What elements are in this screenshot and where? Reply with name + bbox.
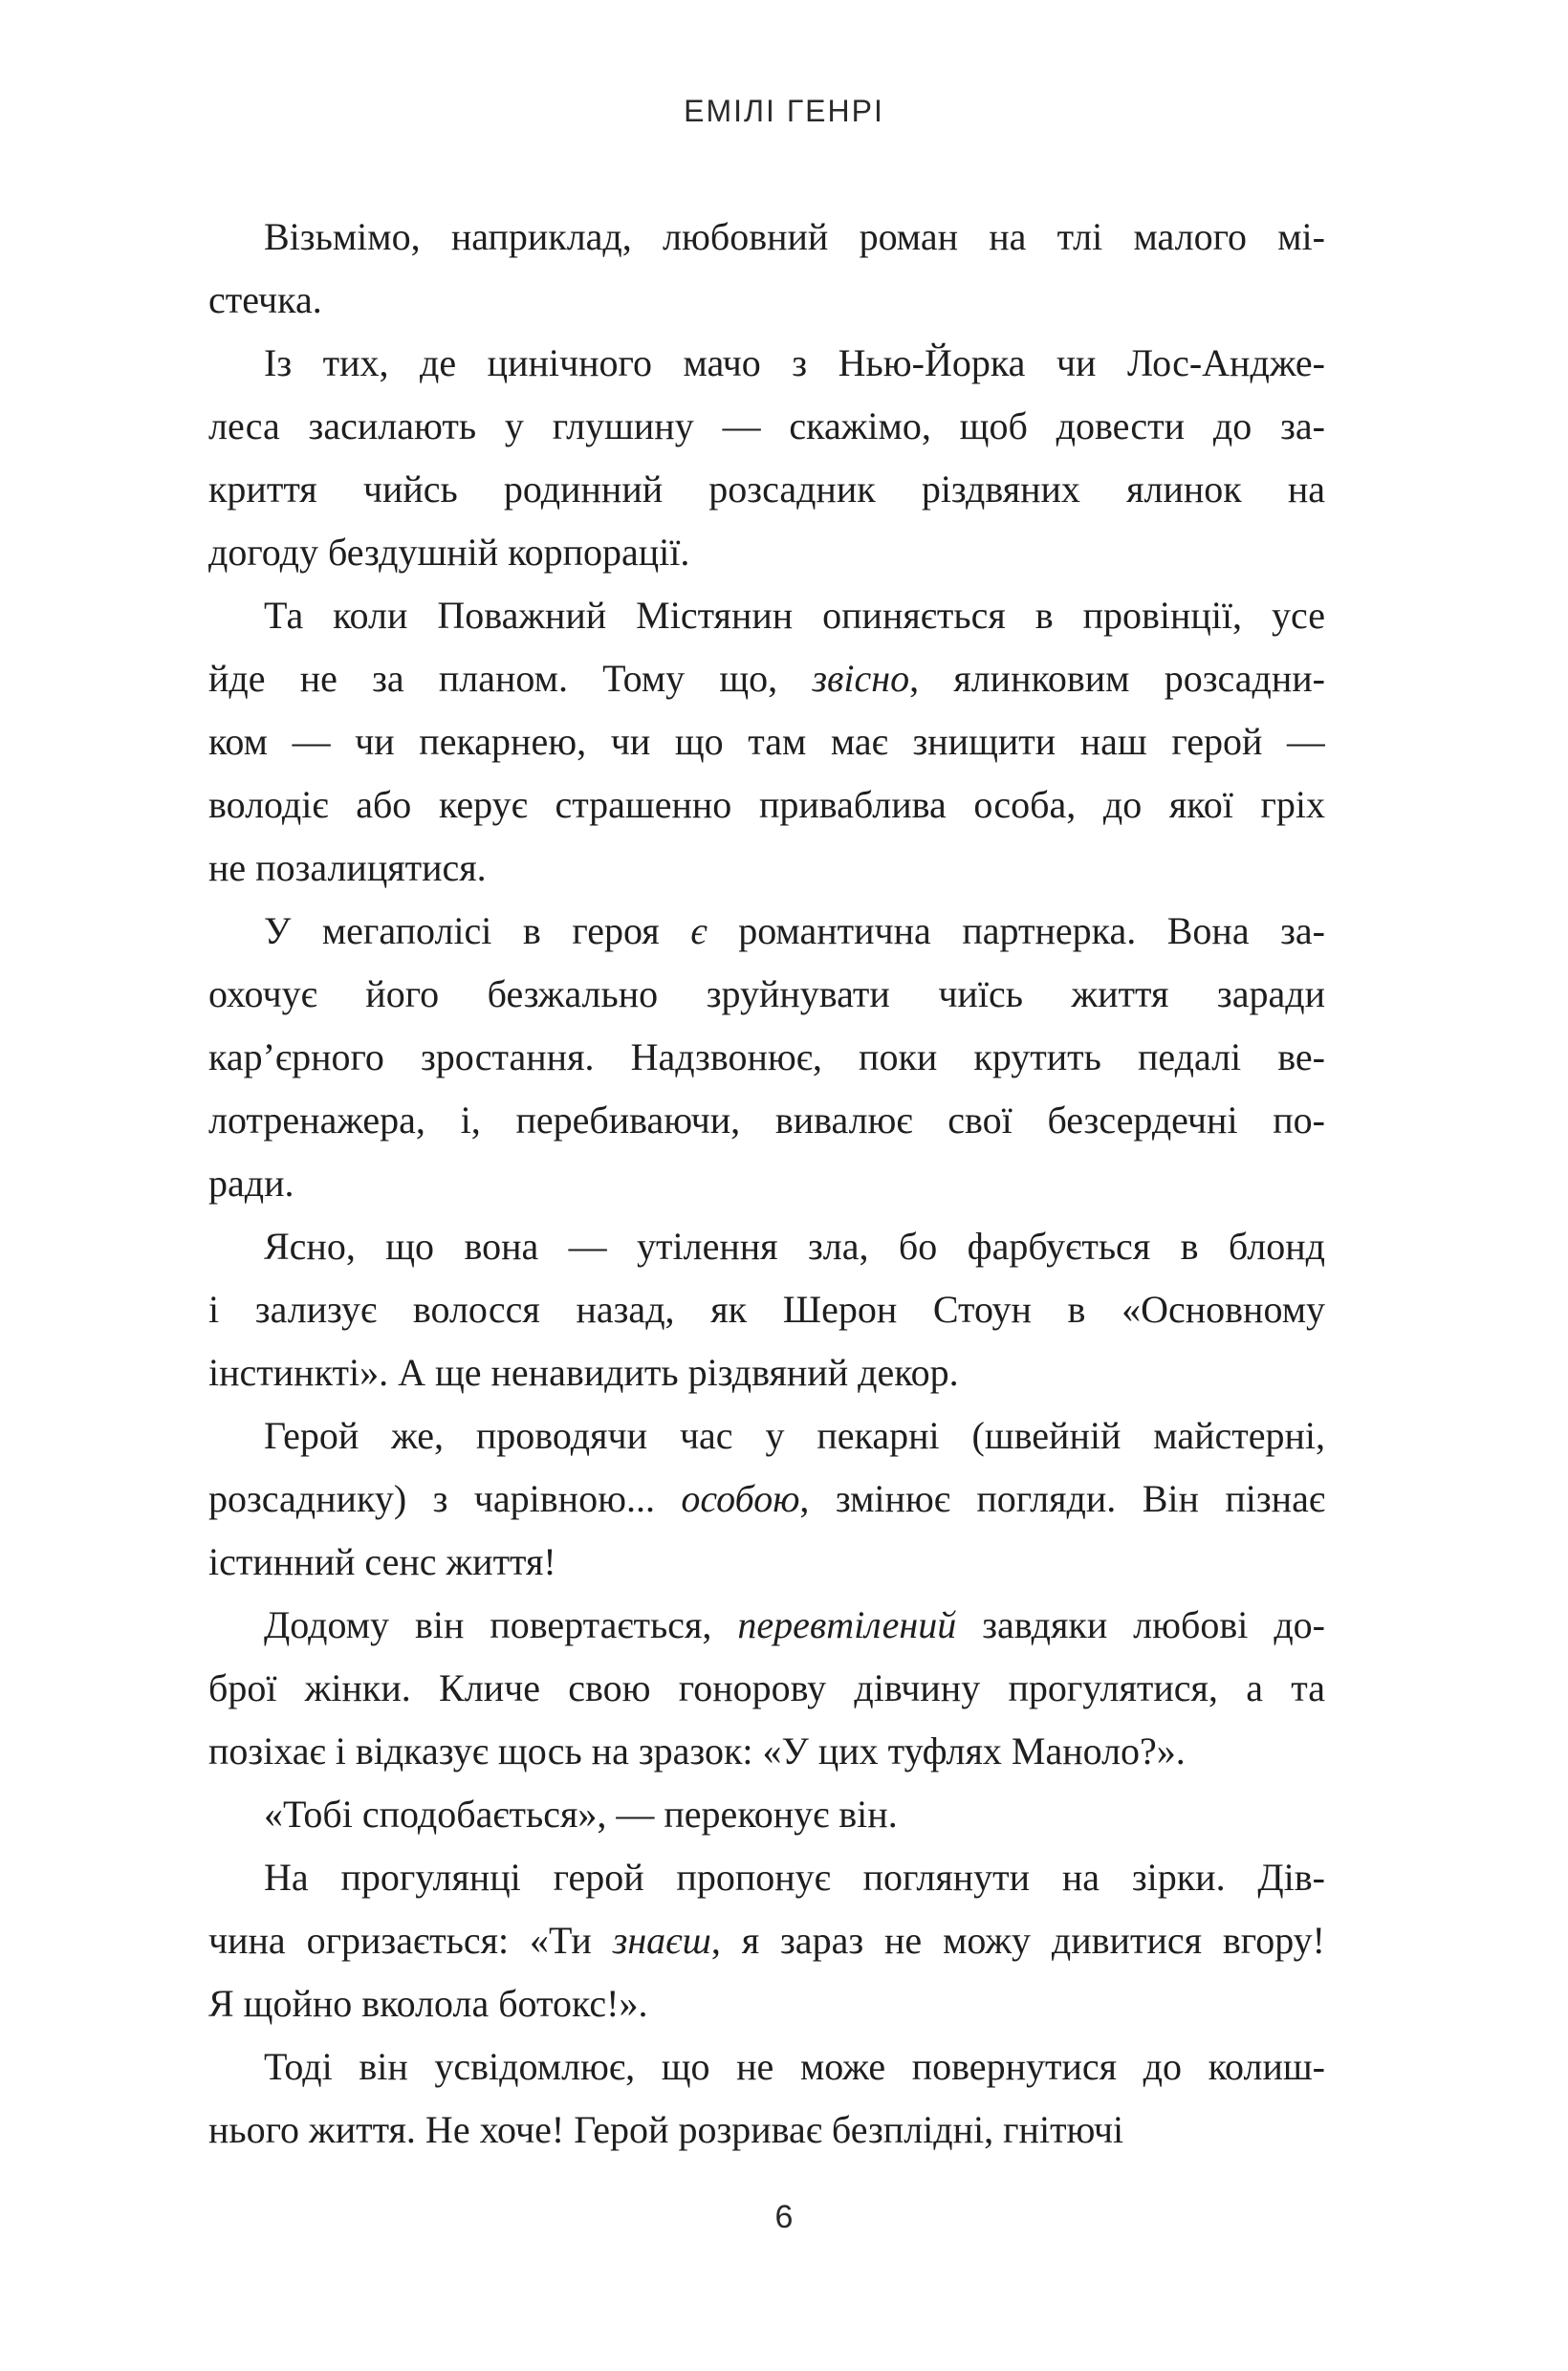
text-run: Герой же, проводячи час у пекарні (швейній майстерні, [264,1414,1325,1457]
text-line [208,458,1325,521]
text-run: і зализує волосся назад, як Шерон Стоун в «Основному [208,1288,1325,1331]
text-line [208,1972,1325,2035]
paragraph [208,1215,1325,1404]
text-line [208,1468,1325,1531]
text-line [208,1783,1325,1846]
text-run: чина огризається: «Ти [208,1919,613,1962]
paragraph [208,332,1325,584]
text-run: лотренажера, і, перебиваючи, вивалює свої безсердечні по- [208,1098,1325,1142]
text-run: Я щойно вколола ботокс!». [208,1982,648,2025]
text-line [208,1846,1325,1909]
text-line [208,521,1325,584]
text-run: , я зараз не можу дивитися вгору! [710,1919,1325,1962]
paragraph [208,1783,1325,1846]
paragraph [208,584,1325,900]
italic-text: перевтілений [737,1603,957,1646]
text-run: завдяки любові до- [956,1603,1325,1646]
text-line [208,1404,1325,1468]
text-run: позіхає і відказує щось на зразок: «У цих туфлях Маноло?». [208,1729,1186,1773]
text-run: леса засилають у глушину — скажімо, щоб довести до за- [208,404,1325,447]
text-line [208,2099,1325,2162]
text-line [208,1152,1325,1215]
text-run: криття чийсь родинний розсадник різдвяних ялинок на [208,468,1325,511]
italic-text: особою [681,1477,800,1520]
text-run: Із тих, де цинічного мачо з Нью-Йорка чи Лос-Андже- [264,341,1325,384]
text-run: Візьмімо, наприклад, любовний роман на тлі малого мі- [264,215,1325,258]
text-line [208,584,1325,647]
text-line [208,206,1325,269]
text-run: Додому він повертається, [264,1603,738,1646]
text-line [208,332,1325,395]
text-line [208,647,1325,710]
text-run: Та коли Поважний Містянин опиняється в провінції, усе [264,594,1325,637]
text-run: інстинкті». А ще ненавидить різдвяний декор. [208,1351,959,1394]
paragraph [208,900,1325,1215]
text-line [208,710,1325,773]
text-run: не позалицятися. [208,846,487,889]
paragraph [208,2035,1325,2162]
italic-text: є [690,909,708,952]
paragraph [208,1594,1325,1783]
text-run: нього життя. Не хоче! Герой розриває безплідні, гнітючі [208,2108,1124,2151]
text-run: розсаднику) з чарівною... [208,1477,682,1520]
text-run: Ясно, що вона — утілення зла, бо фарбується в блонд [264,1225,1325,1268]
text-line [208,1909,1325,1972]
text-line [208,837,1325,900]
text-line [208,1026,1325,1089]
text-run: догоду бездушній корпорації. [208,531,690,574]
italic-text: знаєш [612,1919,711,1962]
text-line [208,773,1325,837]
text-run: «Тобі сподобається», — переконує він. [264,1793,898,1836]
page-number: 6 [774,2199,794,2235]
text-line [208,2035,1325,2099]
text-run: романтична партнерка. Вона за- [707,909,1325,952]
text-run: ком — чи пекарнею, чи що там має знищити наш герой — [208,720,1325,763]
text-line [208,1341,1325,1404]
running-head-author: ЕМІЛІ ГЕНРІ [684,94,884,128]
text-line [208,395,1325,458]
text-run: У мегаполісі в героя [264,909,691,952]
text-run: ради. [208,1162,294,1205]
text-line [208,1594,1325,1657]
text-run: істинний сенс життя! [208,1540,556,1583]
text-line [208,900,1325,963]
text-run: Тоді він усвідомлює, що не може повернутися до колиш- [264,2045,1325,2088]
text-line [208,1657,1325,1720]
text-run: , змінює погляди. Він пізнає [799,1477,1325,1520]
paragraph [208,1404,1325,1594]
paragraph [208,1846,1325,2035]
paragraph [208,206,1325,332]
italic-text: звісно [812,657,910,700]
text-run: , ялинковим розсадни- [909,657,1325,700]
body-text [208,206,1325,2162]
text-line [208,963,1325,1026]
text-line [208,1720,1325,1783]
text-line [208,1278,1325,1341]
text-run: кар’єрного зростання. Надзвонює, поки крутить педалі ве- [208,1035,1325,1078]
text-run: На прогулянці герой пропонує поглянути на зірки. Дів- [264,1856,1325,1899]
text-line [208,269,1325,332]
text-run: стечка. [208,278,322,321]
text-run: володіє або керує страшенно приваблива особа, до якої гріх [208,783,1325,826]
text-run: брої жінки. Кличе свою гонорову дівчину прогулятися, а та [208,1666,1325,1709]
text-run: охочує його безжально зруйнувати чиїсь життя заради [208,972,1325,1015]
text-run: йде не за планом. Тому що, [208,657,813,700]
text-line [208,1089,1325,1152]
text-line [208,1215,1325,1278]
text-line [208,1531,1325,1594]
